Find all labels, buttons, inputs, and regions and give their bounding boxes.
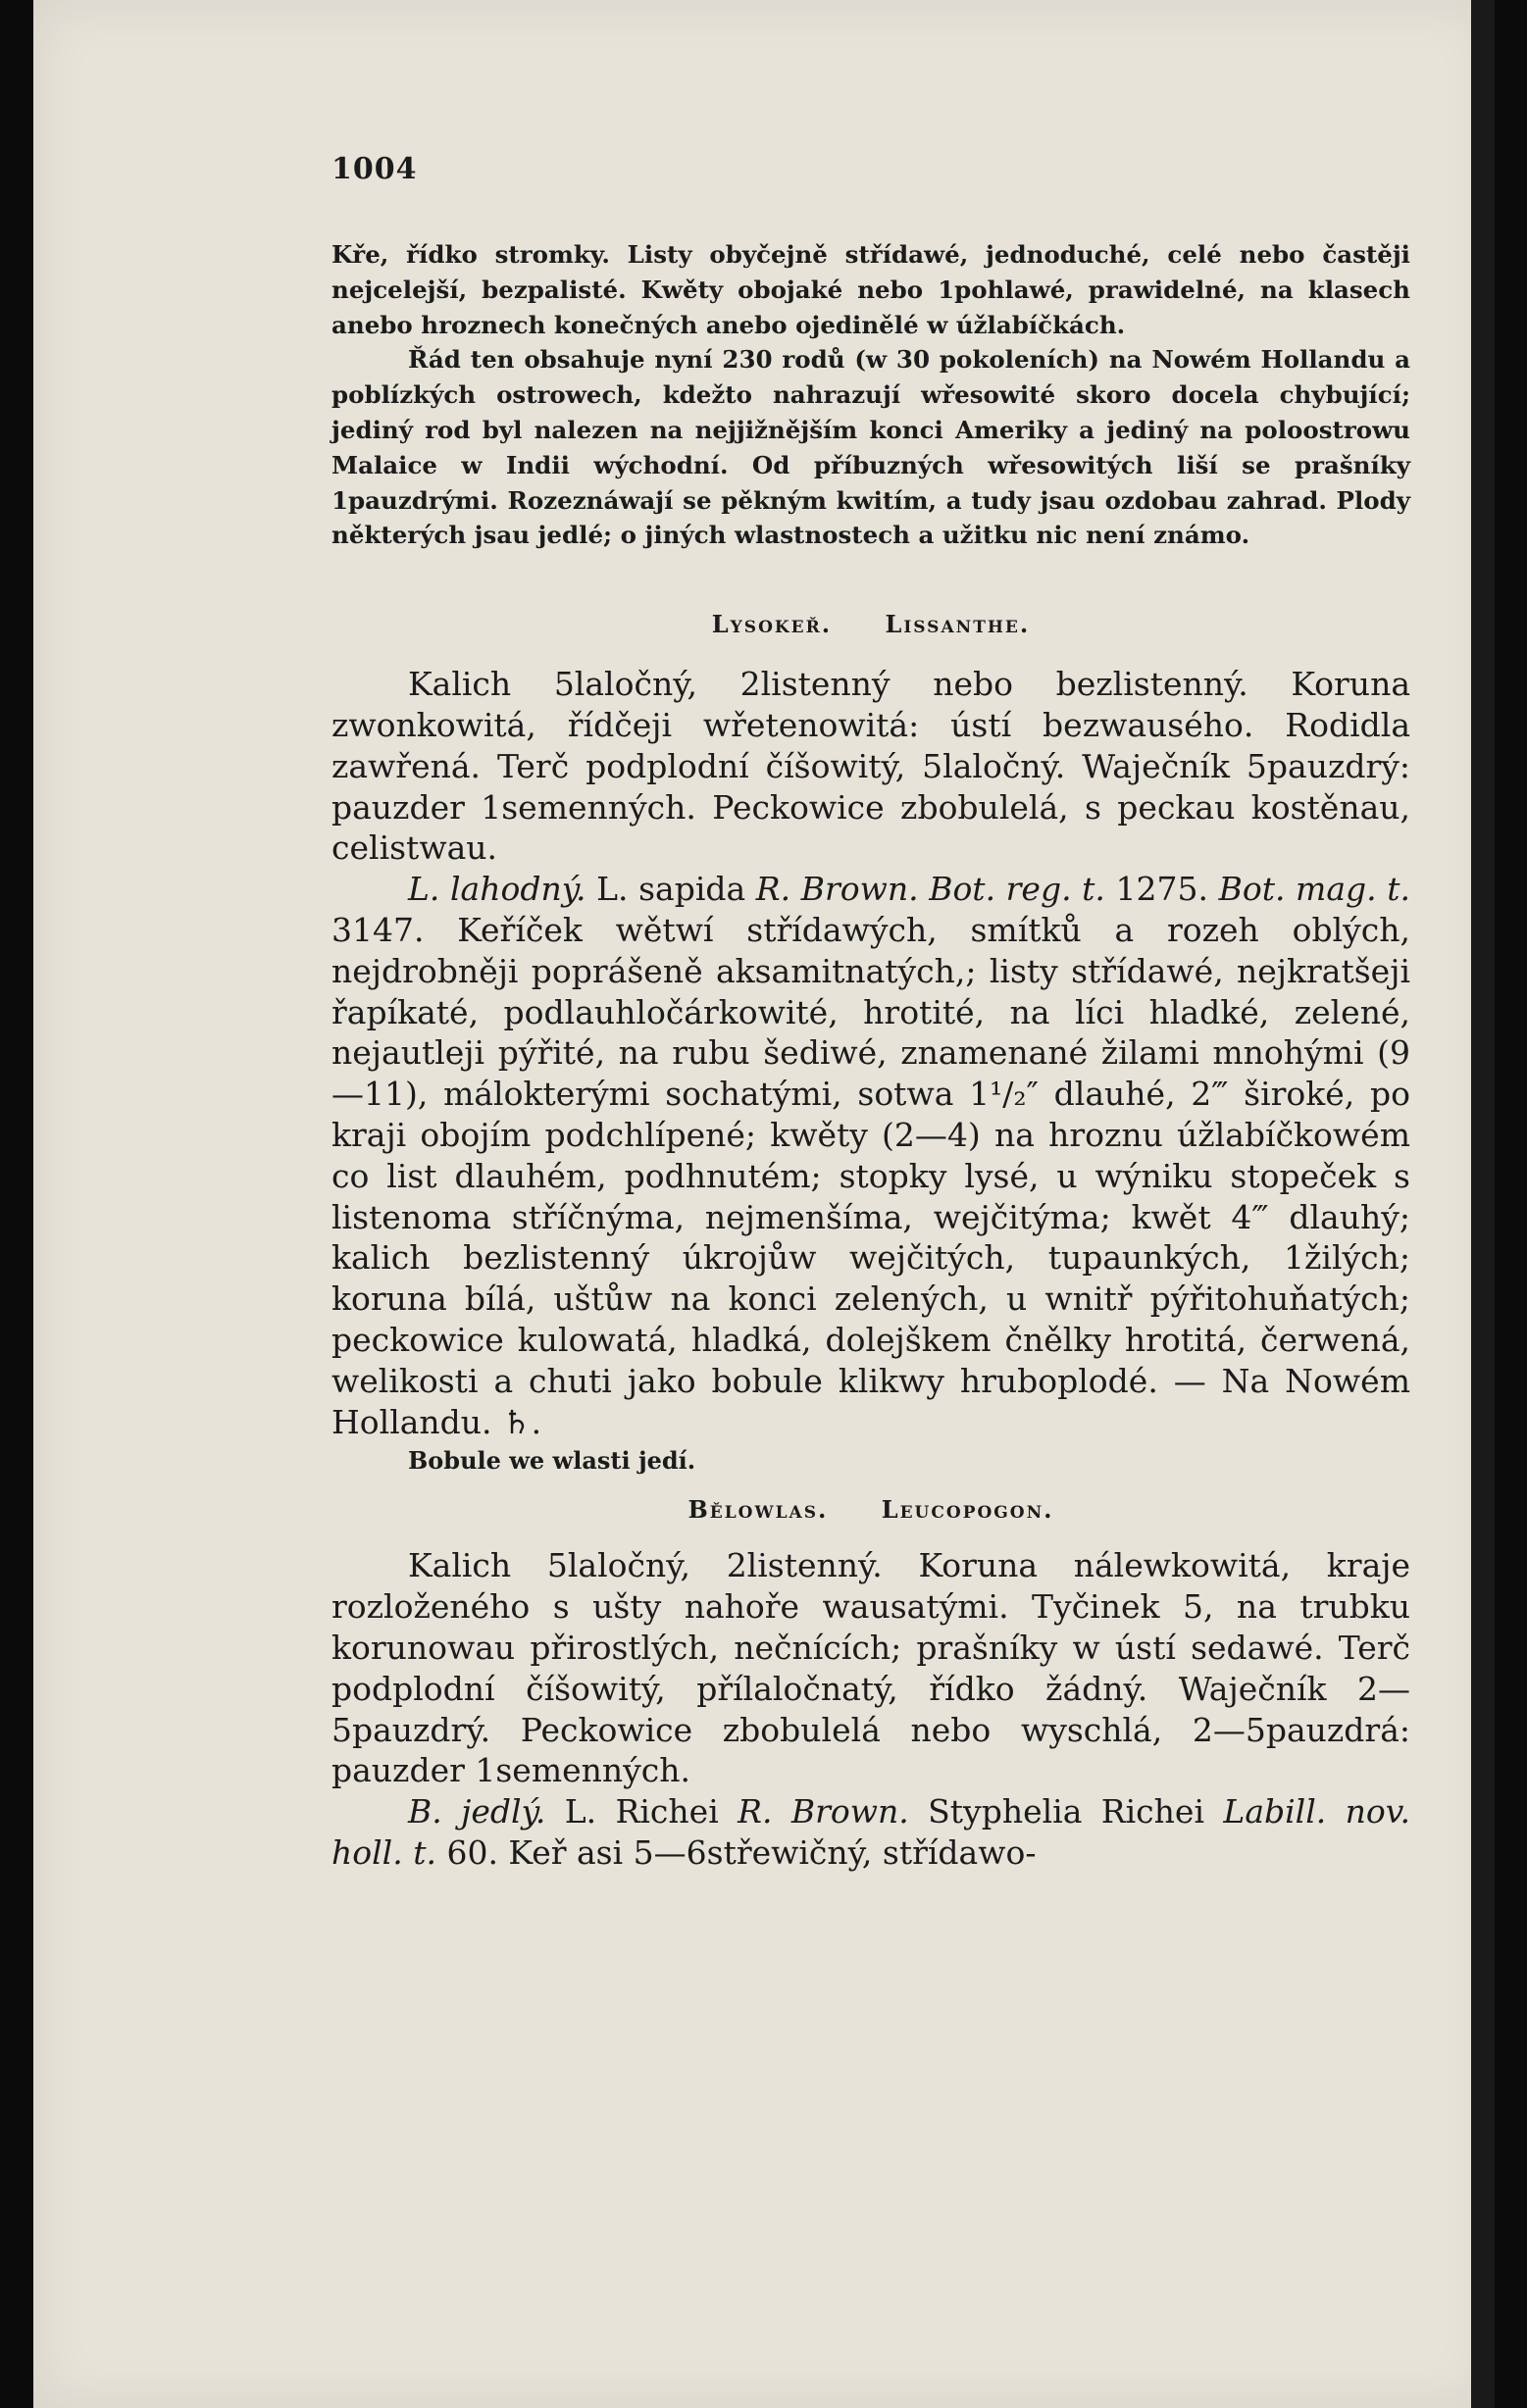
genus-description: Kalich 5laločný, 2listenný. Koruna nálewkowitá, kraje rozloženého s ušty nahoře wausatými. Tyčinek 5, na trubku korunowau přirostlých, nečnících; prašníky w ústí sedawé. Terč podplodní číšowitý, přílaločnatý, řídko žádný. Waječník 2—5pauzdrý. Peckowice zbobulelá nebo wyschlá, 2—5pauzdrá: pauzder 1semenných. [331,1546,1410,1790]
species-name: B. jedlý. [408,1792,546,1831]
species-synonym-2: Styphelia Richei [908,1792,1224,1831]
genus-latin-name: Lissanthe. [885,610,1031,639]
intro-paragraph-1: Kře, řídko stromky. Listy obyčejně střídawé, jednoduché, celé nebo častěji nejcelejší, bezpalisté. Kwěty obojaké nebo 1pohlawé, prawidelné, na klasech anebo hroznech konečných anebo ojedinělé w úžlabíčkách. [331,240,1410,339]
species-note: Bobule we wlasti jedí. [408,1446,696,1476]
species-entry [331,1791,1410,1874]
page-edge [1471,0,1495,2408]
species-reference: Bot. reg. t. [918,870,1105,909]
species-name: L. lahodný. [408,870,586,909]
genus-heading-lissanthe [331,610,1410,638]
species-entry [331,869,1410,1442]
species-body: 3147. Keříček wětwí střídawých, smítků a rozeh oblých, nejdrobněji poprášeně aksamitnatých,; listy střídawé, nejkratšeji řapíkaté, podlauhločárkowité, hrotité, na líci hladké, zelené, nejautleji pýřité, na rubu šediwé, znamenané žilami mnohými (9—11), málokterými sochatými, sotwa 1¹/₂″ dlauhé, 2‴ široké, po kraji obojím podchlípené; kwěty (2—4) na hroznu úžlabíčkowém co list dlauhém, podhnutém; stopky lysé, u wýniku stopeček s listenoma stříčnýma, nejmenšíma, wejčitýma; kwět 4‴ dlauhý; kalich bezlistenný úkrojůw wejčitých, tupaunkých, 1žilých; koruna bílá, uštůw na konci zelených, u wnitř pýřitohuňatých; peckowice kulowatá, hladká, dolejškem čnělky hrotitá, čerwená, welikosti a chuti jako bobule klikwy hruboplodé. — Na Nowém Hollandu. ♄. [331,910,1410,1441]
species-author: R. Brown. [738,1792,909,1831]
genus-heading-leucopogon [331,1495,1410,1524]
genus-czech-name: Lysokeř. [711,610,833,639]
genus-description-leucopogon [331,1545,1410,1873]
page-number: 1004 [331,152,418,186]
species-synonym: L. sapida [585,870,756,909]
intro-paragraph-2: Řád ten obsahuje nyní 230 rodů (w 30 pokoleních) na Nowém Hollandu a poblízkých ostrowech, kdežto nahrazují wřesowité skoro docela chybující; jediný rod byl nalezen na nejjižnějším konci Ameriky a jediný na poloostrowu Malaice w Indii wýchodní. Od příbuzných wřesowitých liší se prašníky 1pauzdrými. Rozeznáwají se pěkným kwitím, a tudy jsau ozdobau zahrad. Plody některých jsau jedlé; o jiných wlastnostech a užitku nic není známo. [331,345,1410,550]
page-content [331,152,1410,1874]
genus-description-lissanthe [331,664,1410,1442]
species-reference-2: Bot. mag. t. [1218,870,1410,909]
species-ref-number: 1275. [1104,870,1219,909]
genus-latin-name: Leucopogon. [881,1495,1054,1525]
species-author: R. Brown. [755,870,919,909]
genus-czech-name: Bělowlas. [687,1495,829,1525]
order-description [331,237,1410,553]
genus-description: Kalich 5laločný, 2listenný nebo bezlistenný. Koruna zwonkowitá, řídčeji wřetenowitá: ústí bezwauséhо. Rodidla zawřená. Terč podplodní číšowitý, 5laločný. Waječník 5pauzdrý: pauzder 1semenných. Peckowice zbobulelá, s peckau kostěnau, celistwau. [331,665,1410,868]
species-body: 60. Keř asi 5—6střewičný, střídawo- [435,1832,1037,1872]
species-reference: Labill. nov. holl. t. [331,1792,1411,1872]
species-synonym: L. Richei [545,1792,738,1831]
